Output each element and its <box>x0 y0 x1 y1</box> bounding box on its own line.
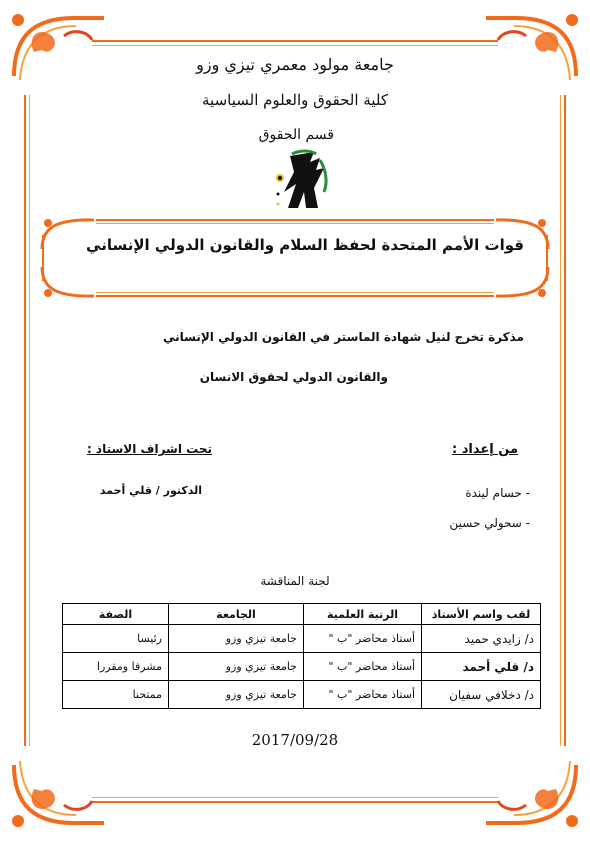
border-left-inner <box>29 95 30 746</box>
member-role: مشرفا ومقررا <box>63 653 169 681</box>
column-header: الرتبة العلمية <box>304 604 422 625</box>
committee-heading: لجنة المناقشة <box>260 574 330 588</box>
thesis-subtitle-line2: والقانون الدولي لحقوق الانسان <box>199 370 388 384</box>
member-rank: أستاذ محاضر "ب " <box>304 653 422 681</box>
ornamental-corner-icon <box>476 755 586 835</box>
column-header: الجامعة <box>169 604 304 625</box>
border-right-inner <box>560 95 561 746</box>
column-header: الصفة <box>63 604 169 625</box>
title-frame-top-inner <box>96 223 494 224</box>
border-top <box>92 40 498 42</box>
member-university: جامعة تيزي وزو <box>169 681 304 709</box>
thesis-title: قوات الأمم المتحدة لحفظ السلام والقانون الدولي الإنساني <box>86 236 524 254</box>
department-name: قسم الحقوق <box>258 127 334 143</box>
title-frame-bottom <box>96 295 494 297</box>
supervisor-name: الدكتور / قلي أحمد <box>99 484 202 497</box>
faculty-name: كلية الحقوق والعلوم السياسية <box>202 91 388 109</box>
ornamental-corner-icon <box>4 755 114 835</box>
table-row <box>63 653 541 681</box>
ornamental-corner-icon <box>36 263 96 303</box>
university-name: جامعة مولود معمري تيزي وزو <box>196 55 394 74</box>
member-role: رئيسا <box>63 625 169 653</box>
border-top-inner <box>92 45 498 46</box>
table-header-row <box>63 604 541 625</box>
thesis-subtitle-line1: مذكرة تخرج لنيل شهادة الماستر في القانون الدولي الإنساني <box>162 330 524 344</box>
ornamental-corner-icon <box>4 6 114 86</box>
member-role: ممتحنا <box>63 681 169 709</box>
title-frame <box>36 213 554 303</box>
title-frame-top <box>96 219 494 221</box>
table-row <box>63 625 541 653</box>
table-row <box>63 681 541 709</box>
student-name: - سحولي حسين <box>449 516 530 530</box>
ornamental-corner-icon <box>494 263 554 303</box>
border-bottom <box>92 801 498 803</box>
title-frame-bottom-inner <box>96 292 494 293</box>
ornamental-corner-icon <box>476 6 586 86</box>
border-bottom-inner <box>92 797 498 798</box>
supervised-by-heading: تحت اشراف الاستاذ : <box>86 442 212 456</box>
member-rank: أستاذ محاضر "ب " <box>304 625 422 653</box>
border-left <box>24 95 26 746</box>
column-header: لقب واسم الأستاذ <box>422 604 541 625</box>
member-rank: أستاذ محاضر "ب " <box>304 681 422 709</box>
member-name: د/ زايدي حميد <box>422 625 541 653</box>
member-university: جامعة تيزي وزو <box>169 653 304 681</box>
committee-table <box>62 603 541 709</box>
prepared-by-heading: من إعداد : <box>452 442 518 457</box>
member-university: جامعة تيزي وزو <box>169 625 304 653</box>
defense-date: 2017/09/28 <box>251 731 339 749</box>
university-logo-icon <box>270 148 334 212</box>
border-right <box>564 95 566 746</box>
student-name: - حسام ليندة <box>465 486 530 500</box>
member-name: د/ قلي أحمد <box>422 653 541 681</box>
member-name: د/ دخلافي سفيان <box>422 681 541 709</box>
